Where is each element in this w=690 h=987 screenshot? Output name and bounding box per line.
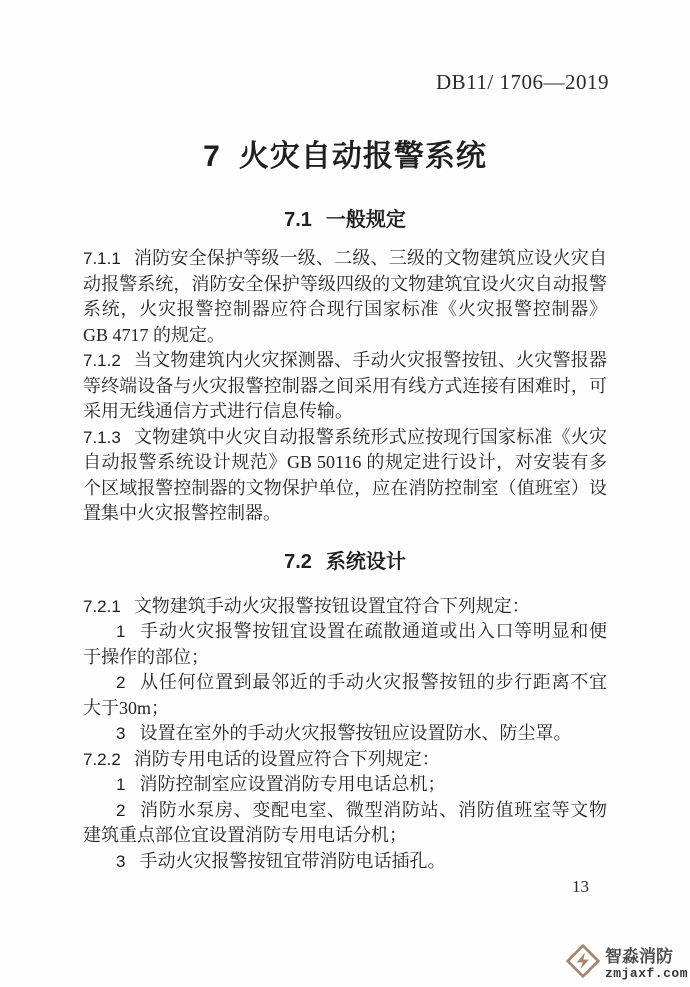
section-heading-7-2: [83, 549, 607, 575]
clause-7-2-2: [83, 747, 607, 773]
item-number: 1: [116, 775, 126, 794]
clause-number: 7.2.2: [83, 749, 121, 769]
item-number: 2: [116, 673, 126, 692]
clause-7-1-1: [83, 246, 607, 348]
clause-7-2-1-item-3: [83, 721, 607, 747]
item-number: 3: [116, 851, 126, 871]
item-text: 消防控制室应设置消防专用电话总机；: [139, 774, 446, 794]
standard-code: DB11/ 1706—2019: [436, 70, 609, 94]
watermark-brand: 智淼消防: [605, 946, 673, 966]
watermark-text: [605, 947, 688, 981]
clause-text: 文物建筑手动火灾报警按钮设置宜符合下列规定：: [133, 595, 530, 616]
section-title-text: 一般规定: [325, 209, 406, 231]
chapter-number: 7: [203, 140, 221, 173]
clause-text: 消防专用电话的设置应符合下列规定：: [133, 748, 440, 769]
item-text: 手动火灾报警按钮宜带消防电话插孔。: [139, 850, 446, 871]
clause-number: 7.1.2: [83, 351, 121, 370]
item-number: 3: [116, 724, 126, 743]
item-text: 设置在室外的手动火灾报警按钮应设置防水、防尘罩。: [139, 723, 572, 743]
clause-text: 当文物建筑内火灾探测器、手动火灾报警按钮、火灾警报器等终端设备与火灾报警控制器之间采用有线方式连接有困难时，可采用无线通信方式进行信息传输。: [83, 350, 607, 421]
body-text: [83, 246, 607, 874]
clause-text: 文物建筑中火灾自动报警系统形式应按现行国家标准《火灾自动报警系统设计规范》GB 50116 的规定进行设计，对安装有多个区域报警控制器的文物保护单位，应在消防控制室（值班室）设置集中火灾报警控制器。: [83, 426, 607, 523]
section-title-text: 系统设计: [325, 550, 406, 573]
item-text: 手动火灾报警按钮宜设置在疏散通道或出入口等明显和便于操作的部位；: [83, 621, 607, 667]
watermark-site: zmjaxf.com: [605, 965, 689, 981]
chapter-title-text: 火灾自动报警系统: [238, 140, 487, 173]
clause-7-2-2-item-2: [83, 798, 607, 849]
clause-number: 7.2.1: [83, 596, 121, 616]
zhimiao-logo-icon: [565, 943, 601, 984]
chapter-title: [83, 131, 607, 175]
watermark: [565, 943, 688, 984]
item-number: 2: [116, 800, 126, 820]
clause-7-2-1-item-1: [83, 619, 607, 670]
item-text: 从任何位置到最邻近的手动火灾报警按钮的步行距离不宜大于30m；: [83, 672, 607, 718]
clause-7-2-2-item-3: [83, 849, 607, 875]
clause-7-2-2-item-1: [83, 772, 607, 798]
page-number: 13: [572, 877, 589, 896]
section-number: 7.1: [284, 209, 312, 231]
clause-number: 7.1.3: [83, 427, 121, 447]
clause-7-1-2: [83, 348, 607, 425]
clause-7-2-1-item-2: [83, 670, 607, 721]
clause-text: 消防安全保护等级一级、二级、三级的文物建筑应设火灾自动报警系统，消防安全保护等级四级的文物建筑宜设火灾自动报警系统，火灾报警控制器应符合现行国家标准《火灾报警控制器》GB 4717 的规定。: [83, 248, 607, 345]
item-number: 1: [116, 622, 126, 641]
section-heading-7-1: [83, 203, 607, 232]
section-number: 7.2: [284, 550, 312, 573]
clause-7-2-1: [83, 594, 607, 620]
clause-number: 7.1.1: [83, 249, 121, 268]
item-text: 消防水泵房、变配电室、微型消防站、消防值班室等文物建筑重点部位宜设置消防专用电话分机；: [83, 799, 607, 845]
clause-7-1-3: [83, 425, 607, 527]
